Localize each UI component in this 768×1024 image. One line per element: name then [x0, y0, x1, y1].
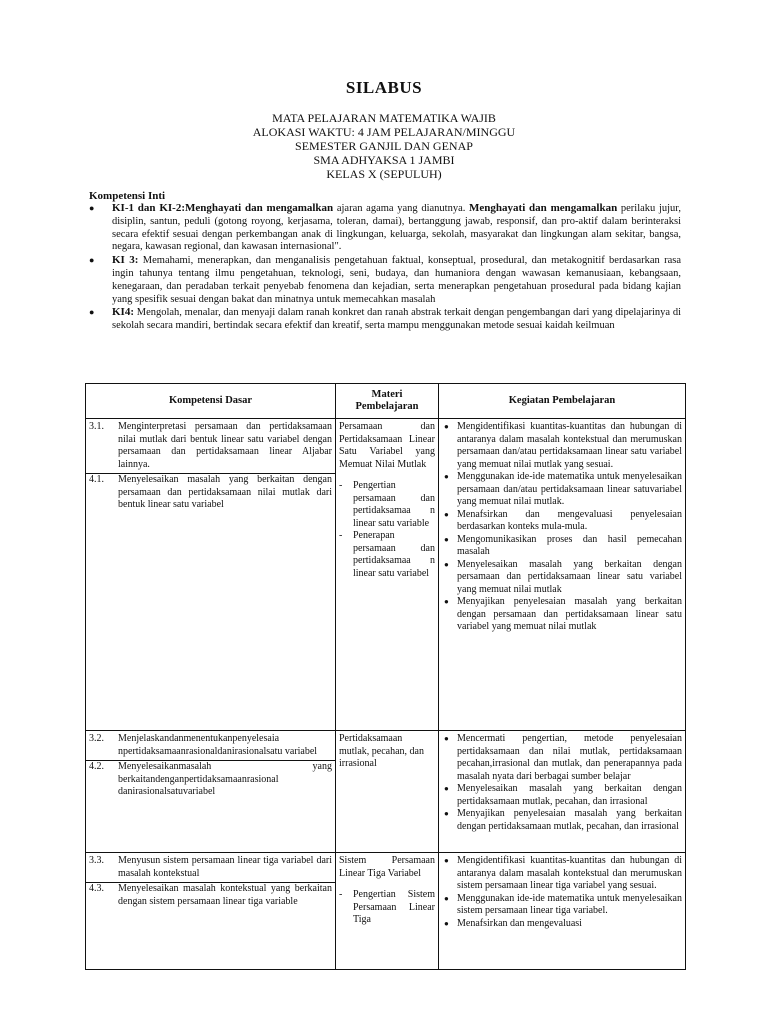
table-row [86, 853, 686, 970]
ki-bold-text: Menghayati dan mengamalkan [469, 202, 618, 214]
ki-item [89, 306, 681, 333]
kegiatan-list [442, 733, 682, 833]
kd-text: Menyelesaikanmasalah yang berkaitandenganpertidaksamaanrasional danirasionalsatuvariabel [118, 761, 332, 797]
kegiatan-item: ● Mengidentifikasi kuantitas-kuantitas dan hubungan di antaranya dalam masalah kontekstual dan merumuskan sistem persamaan linear tiga variabel yang sesuai. [442, 855, 682, 893]
kegiatan-item: ● Menyelesaikan masalah yang berkaitan dengan pertidaksamaan mutlak, pecahan, dan irrasional [442, 783, 682, 808]
kd-number: 3.1. [89, 421, 104, 432]
ki-text: Memahami, menerapkan, dan menganalisis pengetahuan faktual, konseptual, prosedural, dan metakognitif berdasarkan rasa ingin tahunya tentang ilmu pengetahuan, teknologi, seni, budaya, dan humaniora dengan wawasan kemanusiaan, kebangsaan, kenegaraan, dan peradaban terkait penyebab fenomena dan kejadian, serta menerapkan pengetahuan prosedural pada bidang kajian yang spesifik sesuai dengan bakat dan minatnya untuk memecahkan masalah [112, 255, 681, 305]
table-header-row [86, 384, 686, 419]
kd-number: 4.2. [89, 761, 104, 772]
meta-line-time: ALOKASI WAKTU: 4 JAM PELAJARAN/MINGGU [252, 125, 516, 139]
kd-number: 3.3. [89, 855, 104, 866]
kd-number: 4.1. [89, 474, 104, 485]
ki-item [89, 202, 681, 254]
ki-label: KI 3: [112, 254, 139, 267]
ki-label: KI4: [112, 306, 134, 319]
kompetensi-inti-heading: Kompetensi Inti [89, 190, 166, 202]
kd-text: Menginterpretasi persamaan dan pertidaksamaan nilai mutlak dari bentuk linear satu variabel dengan persamaan dan pertidaksamaan linear Aljabar lainnya. [118, 421, 332, 470]
materi-cell [336, 419, 439, 731]
meta-line-semester: SEMESTER GANJIL DAN GENAP [295, 139, 473, 153]
kegiatan-item: ● Menggunakan ide-ide matematika untuk menyelesaikan persamaan dan/atau pertidaksamaan linear satuvariabel yang memuat nilai mutlak. [442, 471, 682, 509]
kd-entry [86, 472, 335, 514]
kegiatan-cell [439, 419, 686, 731]
kegiatan-cell [439, 853, 686, 970]
kd-entry [86, 853, 335, 883]
header-kompetensi-dasar: Kompetensi Dasar [86, 384, 336, 419]
kegiatan-cell [439, 731, 686, 853]
kegiatan-item: ● Mengidentifikasi kuantitas-kuantitas dan hubungan di antaranya dalam masalah kontekstual dan merumuskan persamaan dan/atau pertidaksamaan linear satu variabel yang memuat nilai mutlak yang sesuai. [442, 421, 682, 471]
silabus-table [85, 383, 686, 970]
kd-number: 4.3. [89, 883, 104, 894]
kd-text: Menyusun sistem persamaan linear tiga variabel dari masalah kontekstual [118, 855, 332, 879]
kd-entry [86, 881, 335, 910]
kegiatan-item: ● Menggunakan ide-ide matematika untuk menyelesaikan sistem persamaan linear tiga variabel. [442, 893, 682, 918]
materi-cell [336, 853, 439, 970]
kd-text: Menyelesaikan masalah yang berkaitan dengan persamaan dan pertidaksamaan nilai mutlak dari bentuk linear satu variabel [118, 474, 332, 510]
kd-entry [86, 731, 335, 761]
kegiatan-item: ● Menafsirkan dan mengevaluasi penyelesaian berdasarkan konteks mula-mula. [442, 509, 682, 534]
kd-entry [86, 759, 335, 801]
kegiatan-item: ● Menyajikan penyelesaian masalah yang berkaitan dengan pertidaksamaan mutlak, pecahan, dan irrasional [442, 808, 682, 833]
document-meta [0, 111, 768, 181]
table-row [86, 419, 686, 731]
document-title: SILABUS [345, 78, 423, 97]
materi-cell [336, 731, 439, 853]
materi-item: - Pengertian Sistem Persamaan Linear Tiga [339, 889, 435, 925]
meta-line-subject: MATA PELAJARAN MATEMATIKA WAJIB [272, 111, 496, 125]
materi-heading: Sistem Persamaan Linear Tiga Variabel [339, 855, 435, 879]
kegiatan-list [442, 855, 682, 930]
kegiatan-item: ● Mencermati pengertian, metode penyelesaian pertidaksamaan dan nilai mutlak, pertidaksamaan pecahan,irrasional dan mutlak, dan penerapannya pada masalah nyata dari berbagai sumber belajar [442, 733, 682, 783]
ki-text: perilaku jujur, disiplin, santun, peduli (gotong royong, kerjasama, toleran, damai), bertanggung jawab, responsif, dan pro-aktif dalam berinteraksi secara efektif sesuai dengan perkembangan anak di lingkungan, keluarga, sekolah, masyarakat dan lingkungan alam sekitar, bangsa, negara, kawasan regional, dan kawasan internasional". [112, 203, 681, 253]
materi-item: - Penerapan persamaan dan pertidaksamaa n linear satu variabel [339, 530, 435, 579]
kd-cell [86, 419, 336, 731]
kegiatan-item: ● Menyajikan penyelesaian masalah yang berkaitan dengan persamaan dan pertidaksamaan linear satu variabel yang memuat nilai mutlak [442, 596, 682, 634]
kompetensi-inti-list [89, 202, 681, 333]
table-row [86, 731, 686, 853]
ki-item [89, 254, 681, 306]
ki-text: Mengolah, menalar, dan menyaji dalam ranah konkret dan ranah abstrak terkait dengan pengembangan dari yang dipelajarinya di sekolah secara mandiri, bertindak secara efektif dan kreatif, serta mampu menggunakan metode sesuai kaidah keilmuan [112, 307, 681, 332]
kd-entry [86, 419, 335, 474]
kegiatan-item: ● Mengomunikasikan proses dan hasil pemecahan masalah [442, 534, 682, 559]
kd-text: Menjelaskandanmenentukanpenyelesaia npertidaksamaanrasionaldanirasionalsatu variabel [118, 733, 318, 757]
kd-cell [86, 853, 336, 970]
kd-cell [86, 731, 336, 853]
materi-heading: Pertidaksamaan mutlak, pecahan, dan irrasional [339, 733, 424, 769]
header-materi: Materi Pembelajaran [336, 384, 439, 419]
kegiatan-item: ● Menafsirkan dan mengevaluasi [442, 918, 682, 931]
materi-item: - Pengertian persamaan dan pertidaksamaa n linear satu variable [339, 480, 435, 529]
ki-text: ajaran agama yang dianutnya. [333, 203, 470, 214]
header-kegiatan: Kegiatan Pembelajaran [439, 384, 686, 419]
meta-line-school: SMA ADHYAKSA 1 JAMBI [313, 153, 455, 167]
kd-number: 3.2. [89, 733, 104, 744]
kegiatan-item: ● Menyelesaikan masalah yang berkaitan dengan persamaan dan pertidaksamaan linear satu variabel yang memuat nilai mutlak [442, 559, 682, 597]
ki-label: KI-1 dan KI-2:Menghayati dan mengamalkan [112, 202, 334, 214]
kd-text: Menyelesaikan masalah kontekstual yang berkaitan dengan sistem persamaan linear tiga variable [118, 883, 332, 907]
materi-heading: Persamaan dan Pertidaksamaan Linear Satu Variabel yang Memuat Nilai Mutlak [339, 421, 435, 470]
kegiatan-list [442, 421, 682, 634]
meta-line-class: KELAS X (SEPULUH) [326, 167, 442, 181]
